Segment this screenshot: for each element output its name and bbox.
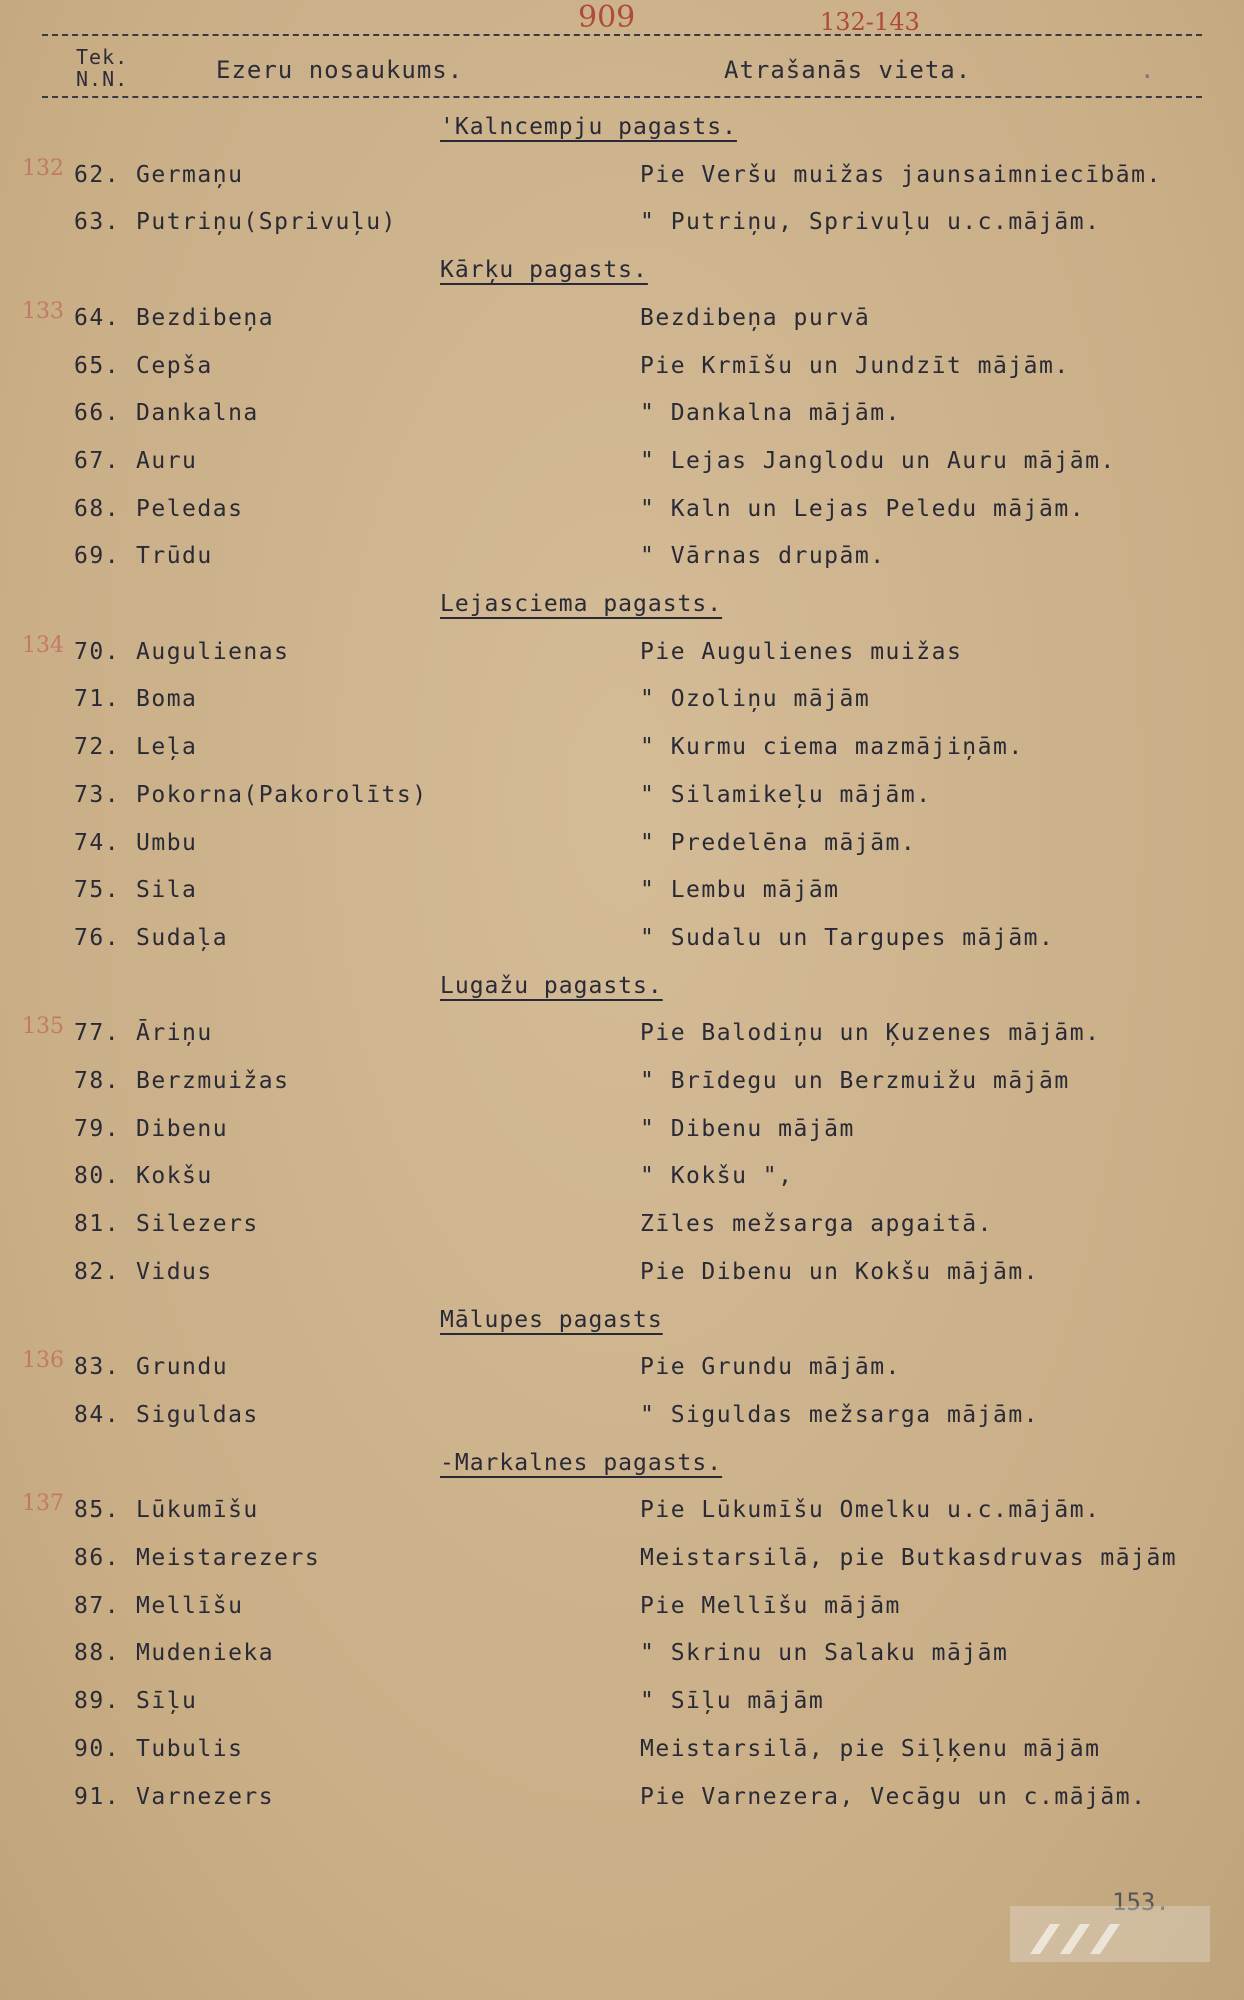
lake-name: Kokšu [136,1163,213,1190]
row-number: 76. [74,924,121,951]
lake-location: " Sīļu mājām [640,1688,825,1715]
lake-location: Meistarsilā, pie Butkasdruvas mājām [640,1545,1178,1571]
lake-location: " Putriņu, Sprivuļu u.c.mājām. [640,209,1101,236]
table-row [0,830,1244,866]
margin-annotation: 136 [22,1348,64,1374]
row-number: 83. [74,1354,121,1381]
archive-logo-icon [1010,1906,1210,1962]
lake-location: Pie Veršu muižas jaunsaimniecībām. [640,161,1162,188]
lake-name: Vidus [136,1258,213,1285]
margin-annotation: 132 [22,155,64,181]
row-number: 78. [74,1068,121,1094]
lake-name: Leļa [136,734,198,761]
row-number: 67. [74,447,121,474]
folio-annotation: 909 [578,0,636,35]
table-row [0,1402,1244,1438]
row-number: 73. [74,781,121,808]
margin-annotation: 137 [22,1491,64,1517]
lake-name: Berzmuižas [136,1068,290,1094]
lake-name: Boma [136,686,198,713]
row-number: 70. [74,638,121,665]
lake-name: Dibenu [136,1115,229,1142]
lake-name: Auru [136,447,198,474]
lake-location: " Kaln un Lejas Peledu mājām. [640,495,1086,522]
range-annotation: 132-143 [820,8,920,36]
lake-location: Pie Varnezera, Vecāgu un c.mājām. [640,1783,1147,1810]
table-row [0,353,1244,389]
lake-location: " Vārnas drupām. [640,543,886,570]
table-row [0,496,1244,532]
lake-location: " Kurmu ciema mazmājiņām. [640,734,1024,761]
lake-location: Bezdibeņa purvā [640,304,871,331]
lake-location: Pie Krmīšu un Jundzīt mājām. [640,352,1070,379]
header-top-rule [42,34,1202,36]
lake-location: " Kokšu ", [640,1163,794,1190]
lake-name: Tubulis [136,1735,244,1762]
lake-name: Bezdibeņa [136,304,275,331]
row-number: 91. [74,1783,121,1810]
row-number: 80. [74,1163,121,1190]
lake-location: " Ozoliņu mājām [640,686,871,713]
header-name-label: Ezeru nosaukums. [216,56,464,84]
lake-name: Umbu [136,829,198,856]
table-row [0,734,1244,770]
row-number: 72. [74,734,121,761]
row-number: 87. [74,1592,121,1619]
lake-name: Varnezers [136,1783,275,1810]
lake-location: " Silamikeļu mājām. [640,781,932,808]
table-row [0,1354,1244,1390]
row-number: 63. [74,209,121,236]
margin-annotation: 134 [22,632,64,658]
table-row [0,1593,1244,1629]
lake-location: Pie Dibenu un Kokšu mājām. [640,1258,1040,1285]
lake-location: " Dankalna mājām. [640,400,901,427]
table-row [0,1497,1244,1533]
lake-location: Pie Balodiņu un Ķuzenes mājām. [640,1020,1101,1047]
section-title: Kārķu pagasts. [440,257,648,284]
section-title: Mālupes pagasts [440,1306,663,1333]
lake-name: Augulienas [136,638,290,665]
section-title: Lugažu pagasts. [440,972,663,999]
lake-name: Meistarezers [136,1545,321,1571]
lake-name: Lūkumīšu [136,1497,259,1524]
lake-name: Putriņu(Sprivuļu) [136,209,397,236]
lake-name: Dankalna [136,400,259,427]
row-number: 75. [74,877,121,904]
lake-name: Sudaļa [136,924,229,951]
lake-name: Mudenieka [136,1640,275,1667]
header-bottom-rule [42,96,1202,98]
row-number: 69. [74,543,121,570]
table-row [0,1211,1244,1247]
row-number: 85. [74,1497,121,1524]
header-num-label: Tek. N.N. [76,45,129,91]
page-number: 153. [1112,1888,1170,1916]
lake-location: " Skrinu un Salaku mājām [640,1640,1009,1667]
lake-name: Silezers [136,1211,259,1238]
table-row [0,1640,1244,1676]
row-number: 71. [74,686,121,713]
table-row [0,448,1244,484]
lake-location: Pie Grundu mājām. [640,1354,901,1381]
lake-name: Sila [136,877,198,904]
header-corner-mark: . [1140,56,1156,84]
lake-location: " Dibenu mājām [640,1115,855,1142]
table-row [0,1784,1244,1820]
lake-location: Pie Augulienes muižas [640,638,963,665]
margin-annotation: 135 [22,1014,64,1040]
lake-name: Cepša [136,352,213,379]
table-row [0,686,1244,722]
lake-location: " Lejas Janglodu un Auru mājām. [640,447,1116,474]
row-number: 65. [74,352,121,379]
lake-name: Germaņu [136,161,244,188]
lake-location: Meistarsilā, pie Siļķenu mājām [640,1735,1101,1762]
table-row [0,1688,1244,1724]
table-row [0,1736,1244,1772]
row-number: 82. [74,1258,121,1285]
table-row [0,305,1244,341]
lake-location: Pie Lūkumīšu Omelku u.c.mājām. [640,1497,1101,1524]
table-row [0,782,1244,818]
table-row [0,1259,1244,1295]
lake-location: " Siguldas mežsarga mājām. [640,1401,1040,1428]
row-number: 86. [74,1545,121,1571]
row-number: 64. [74,304,121,331]
lake-location: " Sudalu un Targupes mājām. [640,924,1055,951]
table-row [0,877,1244,913]
table-row [0,925,1244,961]
header-location-label: Atrašanās vieta. [724,56,972,84]
table-row [0,639,1244,675]
table-row [0,400,1244,436]
table-row [0,1116,1244,1152]
table-row [0,1068,1244,1104]
lake-location: Pie Mellīšu mājām [640,1592,901,1619]
table-row [0,209,1244,245]
lake-name: Sīļu [136,1688,198,1715]
row-number: 77. [74,1020,121,1047]
table-row [0,1163,1244,1199]
row-number: 66. [74,400,121,427]
row-number: 79. [74,1115,121,1142]
lake-name: Āriņu [136,1020,213,1047]
section-title: 'Kalncempju pagasts. [440,114,737,140]
lake-location: " Brīdegu un Berzmuižu mājām [640,1068,1070,1094]
section-title: Lejasciema pagasts. [440,591,723,617]
lake-name: Mellīšu [136,1592,244,1619]
lake-name: Grundu [136,1354,229,1381]
row-number: 88. [74,1640,121,1667]
row-number: 81. [74,1211,121,1238]
lake-location: Zīles mežsarga apgaitā. [640,1211,993,1238]
row-number: 90. [74,1735,121,1762]
row-number: 84. [74,1401,121,1428]
row-number: 62. [74,161,121,188]
lake-name: Trūdu [136,543,213,570]
table-row [0,543,1244,579]
lake-location: " Lembu mājām [640,877,840,904]
table-row [0,1545,1244,1581]
section-title: -Markalnes pagasts. [440,1449,723,1476]
row-number: 74. [74,829,121,856]
lake-name: Siguldas [136,1401,259,1428]
lake-name: Pokorna(Pakorolīts) [136,781,428,808]
lake-name: Peledas [136,495,244,522]
lake-location: " Predelēna mājām. [640,829,917,856]
margin-annotation: 133 [22,298,64,324]
table-row [0,162,1244,198]
table-row [0,1020,1244,1056]
row-number: 68. [74,495,121,522]
row-number: 89. [74,1688,121,1715]
